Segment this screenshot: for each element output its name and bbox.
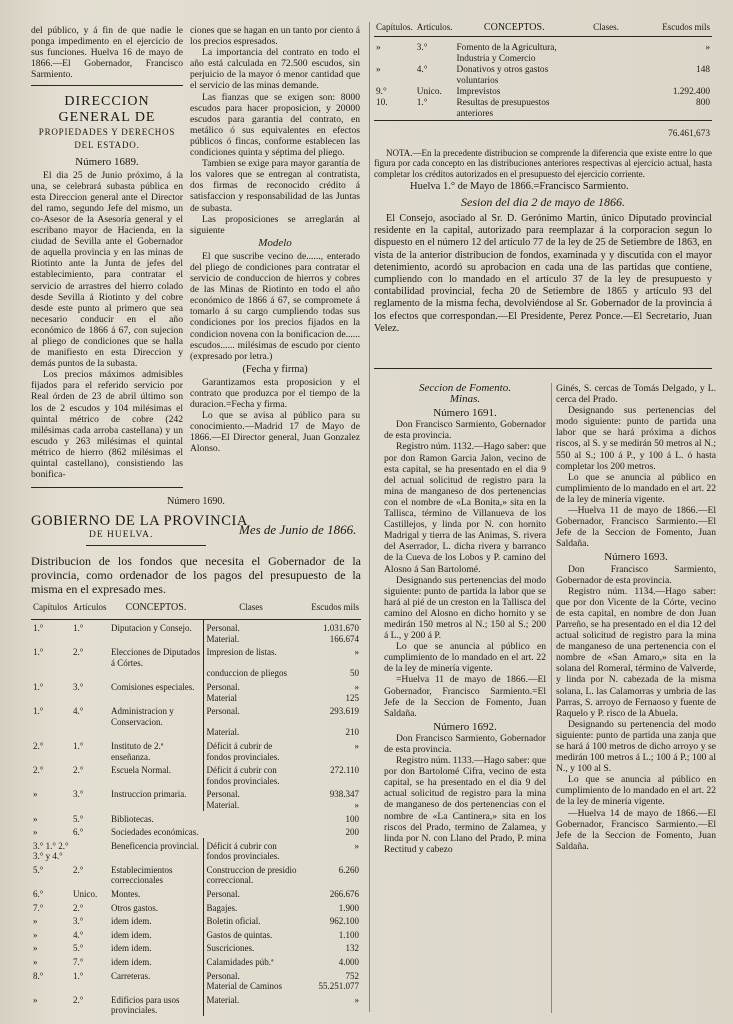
cell: 2.°: [73, 765, 84, 776]
cell: »: [354, 994, 359, 1005]
paragraph: Don Francisco Sarmiento, Gobernador de esta provincia.: [556, 563, 716, 586]
council-paragraph: El Consejo, asociado al Sr. D. Gerónimo Martin, único Diputado provincial residente en la capital, autorizado para reemplazar á la corporacion segun lo dispuesto en el número 12 del artículo 77 de la ley de 25 de Setiembre de 1863, en vista de la anterior distribucion de fondos, examinada y y discutida con el mayor detenimiento, acordó su aprobacion en cada una de las partidas que contiene, cumpliendo con lo mandado en el artículo 37 de la ley de presupuesto y contabilidad provincial, fecha 20 de Setiembre de 1865 y artículo 93 del reglamento de la misma fecha, devolviéndose al Sr. Gobernador de la provincia á los efectos que correspondan.—El Presidente, Perez Ponce.—El Secretario, Juan Velez.: [374, 213, 712, 334]
cell: »: [33, 929, 38, 940]
cell: Personal.: [203, 786, 299, 800]
paragraph: Don Francisco Sarmiento, Gobernador de esta provincia.: [384, 419, 546, 442]
budget-subtitle: DE HUELVA.: [89, 530, 154, 540]
paragraph: Las fianzas que se exigen son: 8000 escudos para hacer proposicion, y 20000 escudos para garantia del contrato, en metálico ó sus equivalentes en efectos públicos ó fincas, conforme establecen las condiciones quinta y séptima del pliego.: [190, 91, 360, 159]
cell: Material.: [203, 800, 299, 811]
cell: 2.°: [73, 864, 84, 875]
section-subheading-2: DEL ESTADO.: [74, 140, 140, 151]
cell: Comisiones especiales.: [111, 681, 195, 692]
cell: 1.100: [338, 929, 359, 940]
cell: 2.°: [33, 765, 44, 776]
cell: 293.619: [329, 706, 359, 717]
cell: »: [33, 957, 38, 968]
table-row: [31, 811, 361, 825]
table-row: [31, 838, 361, 862]
col-header: Artículos.: [415, 22, 455, 37]
table-row: [31, 862, 361, 886]
table-row: [374, 120, 712, 140]
cell: Resultas de presupuestos anteriores: [456, 97, 550, 119]
paragraph: Garantizamos esta proposicion y el contrato que produzca por el tiempo de la duracion.=Fecha y firma.: [190, 376, 360, 411]
cell: Unico.: [416, 86, 442, 97]
cell: 800: [696, 97, 710, 108]
column-rule: [551, 383, 552, 1013]
cell: 1.°: [73, 623, 84, 633]
cell: 4.°: [416, 64, 428, 75]
cell: 2.°: [73, 994, 84, 1005]
cell: 5.°: [33, 864, 44, 875]
cell: Personal.: [203, 679, 299, 693]
paragraph: ciones que se hagan en un tanto por ciento á los precios espresados.: [190, 25, 360, 48]
budget-intro: Distribucion de los fondos que necesita el Gobernador de la provincia, como ordenador de los pagos del presupuesto de la misma en el expresado mes.: [31, 554, 361, 596]
column-1: [31, 25, 183, 480]
section-subheading: PROPIEDADES Y DERECHOS: [38, 127, 176, 138]
cell: 166.674: [329, 633, 359, 644]
col-header: Capítulos.: [374, 22, 415, 37]
col-header: Artículos: [71, 602, 109, 620]
cell: Edificios para usos provinciales.: [111, 994, 180, 1016]
paragraph: Los precios máximos admisibles fijados para el referido servicio por Real órden de 23 de abril último son los de 2 escudos y 104 milésimas el quintal métrico de cobre (242 milésimas cada arroba castellana) y un escudo y 263 milésimas el quintal métrico de hierro (862 milésimas el quintal castellano), consistiendo las bonifica-: [31, 369, 183, 481]
paragraph: Registro núm. 1134.—Hago saber: que por don Vicente de la Córte, vecino de esta capital, en nombre de don Juan Parreño, se ha presentado en el dia 12 del actual solicitud de registro para la mina de manganeso de una pertenencia con el nombre de «San Amaro,» sita en la solana del Romeral, término de Valverde, y linda por N. cabezada de la misma solana, L. las Calamorras y umbria de las Parras, S. arroyo de Fernaoso y fuente de Raquelo y P. risco de la Abuela.: [556, 585, 716, 719]
note: NOTA.—En la precedente distribucion se comprende la diferencia que existe entre lo que figura por cada concepto en las distribuciones anteriores respectivas al ejercicio actual, hasta completar los créditos autorizados en el presupuesto del ejercicio corriente.: [374, 147, 712, 179]
cell: Diputacion y Consejo.: [111, 623, 192, 633]
cell: [71, 634, 109, 645]
notice-number: Número 1693.: [604, 551, 668, 564]
cell: Montes.: [111, 889, 141, 900]
cell: 50: [350, 668, 359, 679]
cell: Otros gastos.: [111, 902, 158, 913]
cell: 200: [345, 827, 359, 838]
cell: Impresion de listas.: [203, 644, 299, 668]
cell: 4.°: [73, 929, 84, 940]
cell: 6.°: [73, 827, 84, 838]
table-row: [31, 968, 361, 982]
cell: [31, 981, 71, 992]
col-header: CONCEPTOS.: [109, 602, 203, 620]
cell: Carreteras.: [111, 970, 151, 981]
cell: 2.°: [73, 902, 84, 913]
table-row: [31, 927, 361, 941]
table-row: [374, 87, 712, 98]
cell: 1.°: [33, 623, 44, 633]
provincial-budget: [31, 496, 361, 1016]
section-title: Seccion de Fomento.: [419, 382, 511, 394]
cell: [574, 98, 638, 121]
cell: [109, 693, 203, 704]
cell: [203, 811, 299, 825]
cell: 3.° 1.° 2.° 3.° y 4.°: [33, 840, 69, 862]
cell: [574, 87, 638, 98]
table-row: [31, 762, 361, 786]
cell: 272.110: [330, 765, 359, 776]
continued-notice: del público, y á fin de que nadie le ponga impedimento en el ejercicio de sus funciones. Huelva 16 de mayo de 1866.—El Gobernador, Francisco Sarmiento.: [31, 25, 183, 81]
cell: [71, 727, 109, 738]
cell: 4.000: [338, 957, 359, 968]
paragraph: Lo que se anuncia al público en cumplimiento de lo mandado en el art. 22 de la ley de minería vigente.: [556, 471, 716, 505]
cell: [71, 668, 109, 679]
cell: Establecimientos correccionales: [111, 864, 173, 886]
total-value: 76.461,673: [638, 120, 712, 140]
cell: [574, 43, 638, 65]
cell: 1.292.400: [672, 86, 710, 97]
cell: Personal.: [203, 968, 299, 982]
cell: »: [354, 840, 359, 851]
cell: Personal.: [203, 703, 299, 727]
cell: 7.°: [33, 902, 44, 913]
cell: 1.°: [73, 740, 84, 751]
table-row: [31, 900, 361, 914]
cell: 2.°: [33, 740, 44, 751]
cell: 125: [345, 692, 359, 703]
cell: »: [33, 916, 38, 927]
table-row: [31, 800, 361, 811]
cell: »: [705, 42, 710, 53]
column-4: [556, 383, 716, 852]
cell: 10.: [376, 97, 388, 108]
cell: 1.°: [33, 706, 44, 717]
paragraph: Lo que se avisa al público para su conocimiento.—Madrid 17 de Mayo de 1866.—El Director general, Juan Gonzalez Alonso.: [190, 410, 360, 455]
cell: Material.: [203, 634, 299, 645]
paragraph: Las proposiciones se arreglarán al siguiente: [190, 213, 360, 236]
cell: [574, 65, 638, 87]
cell: Calamidades púb.ª: [203, 954, 299, 968]
col-header: CONCEPTOS.: [455, 22, 574, 37]
table-row: [374, 98, 712, 121]
cell: [109, 981, 203, 992]
cell: Personal.: [203, 620, 299, 634]
table-row: [31, 693, 361, 704]
cell: Déficit á cubrir de fondos provinciales.: [203, 738, 299, 762]
cell: [71, 693, 109, 704]
paragraph: Lo que se anuncia al público en cumplimiento de lo mandado en el art. 22 de la ley de minería vigente.: [384, 641, 546, 675]
table-row: [31, 679, 361, 693]
cell: »: [33, 994, 38, 1005]
table-row: [374, 65, 712, 87]
paragraph: =Huelva 11 de mayo de 1866.—El Gobernador, Francisco Sarmiento.=El Jefe de la Seccion de Fomento, Juan Saldaña.: [384, 674, 546, 719]
column-rule: [369, 22, 370, 1012]
cell: Material.: [203, 727, 299, 738]
table-row: [31, 668, 361, 679]
cell: Instituto de 2.ª enseñanza.: [111, 740, 164, 762]
paragraph: La importancia del contrato en todo el año está calculada en 72.500 escudos, sin perjuicio de la mayor ó menor cantidad que el servicio de las minas demande.: [190, 47, 360, 92]
session-title: Sesion del dia 2 de mayo de 1866.: [461, 195, 625, 209]
cell: »: [33, 827, 38, 838]
cell: »: [354, 647, 359, 658]
cell: [109, 634, 203, 645]
cell: Fomento de la Agricultura, Industria y Comercio: [456, 42, 557, 64]
cell: 752: [345, 970, 359, 981]
cell: [31, 693, 71, 704]
cell: 148: [696, 64, 710, 75]
paragraph: Designando su pertenencia del modo siguiente: punto de partida una zanja que se hará á 100 metros de dicho arroyo y se medirán 100 metros á L.; 100 á P.; 100 al N., y 100 al S.: [556, 718, 716, 775]
budget-title: GOBIERNO DE LA PROVINCIA: [31, 513, 248, 529]
table-row: [31, 886, 361, 900]
paragraph: Tambien se exige para mayor garantía de los valores que se entregan al contratista, dos firmas de reconocido crédito á satisfaccion y responsabilidad de las Juntas de subasta.: [190, 158, 360, 214]
paragraph: Ginés, S. cercas de Tomás Delgado, y L. cerca del Prado.: [556, 383, 716, 406]
paragraph: Registro núm. 1132.—Hago saber: que por don Ramon Garcia Jalon, vecino de esta capital, se ha presentado en el dia 9 del actual solicitud de registro para la mina de manganeso de dos pertenencias con el nombre de «La Bonita,» sita en la Tallisca, término de Villanueva de los Castillejos, y linda por N. con hornito Madrigal y tierra de las Animas, S. rivera del Aserrador, L. dicha rivera y barranco de la Cueva de los Lobos y P. camino del Alosno á San Bartolomé.: [384, 441, 546, 575]
table-row: [31, 620, 361, 634]
col-header: Clases.: [574, 22, 638, 37]
cell: 7.°: [73, 957, 84, 968]
cell: 1.°: [33, 647, 44, 658]
table-row: [31, 703, 361, 727]
budget-table-continued: [374, 22, 712, 140]
cell: 6.260: [338, 864, 359, 875]
cell: »: [33, 813, 38, 824]
cell: »: [376, 42, 381, 53]
cell: Bagajes.: [203, 900, 299, 914]
cell: Sociedades económicas.: [111, 827, 199, 838]
cell: Instruccion primaria.: [111, 789, 187, 800]
cell: Administracion y Conservacion.: [111, 706, 174, 727]
cell: [109, 668, 203, 679]
cell: [203, 824, 299, 838]
col-header: Clases: [203, 602, 299, 620]
cell: idem idem.: [111, 916, 152, 927]
cell: 6.°: [33, 889, 44, 900]
table-row: [31, 644, 361, 668]
cell: 3.°: [73, 916, 84, 927]
divider: [31, 487, 183, 488]
cell: Beneficencia provincial.: [111, 840, 199, 851]
paragraph: Designando sus pertenencias del modo siguiente: punto de partida una labor que se hará próxima a dichos riscos, al S. y se medirán 50 metros al N.; 550 al S.; 100 á P., y 100 á L. ó hasta completar los 200 metros.: [556, 405, 716, 472]
cell: [31, 634, 71, 645]
section-subtitle: Minas.: [449, 393, 481, 406]
cell: Déficit á cubrir con fondos provinciales.: [203, 838, 299, 862]
cell: Donativos y otros gastos voluntarios: [456, 64, 549, 86]
budget-table: [31, 602, 361, 1016]
cell: Material de Caminos: [203, 981, 299, 992]
paragraph: Lo que se anuncia al público en cumplimiento de lo mandado en el art. 22 de la ley de minería vigente.: [556, 774, 716, 808]
budget-continuation: [374, 22, 712, 335]
cell: »: [33, 789, 38, 800]
col-header: Capítulos: [31, 602, 71, 620]
cell: 4.°: [73, 706, 84, 717]
cell: idem idem.: [111, 943, 152, 954]
divider: [374, 368, 712, 369]
cell: Suscriciones.: [203, 940, 299, 954]
cell: 266.676: [329, 889, 359, 900]
notice-number: Número 1692.: [433, 720, 497, 733]
paragraph: Designando sus pertenencias del modo siguiente: punto de partida la labor que se hará al pié de un creston en la Tallisca del camino del Alosno en dicho hornito y se medirán 150 metros al N.; 150 al S.; 200 á L., y 200 á P.: [384, 574, 546, 642]
cell: 3.°: [416, 42, 428, 53]
notice-number: Número 1689.: [75, 156, 139, 169]
cell: [31, 727, 71, 738]
signature-line: (Fecha y firma): [242, 363, 308, 375]
table-row: [31, 786, 361, 800]
column-3: [384, 383, 546, 855]
cell: [31, 800, 71, 811]
table-row: [31, 727, 361, 738]
cell: Déficit á cubrir con fondos provinciales.: [203, 762, 299, 786]
date-line: Huelva 1.° de Mayo de 1866.=Francisco Sarmiento.: [410, 181, 629, 192]
cell: Boletin oficial.: [203, 913, 299, 927]
cell: [31, 668, 71, 679]
cell: »: [33, 943, 38, 954]
paragraph: —Huelva 14 de mayo de 1866.—El Gobernador, Francisco Sarmiento.—El Jefe de la Seccion de Fomento, Juan Saldaña.: [556, 807, 716, 852]
divider: [31, 85, 183, 86]
col-header: Escudos mils: [299, 602, 361, 620]
paragraph: —Huelva 11 de mayo de 1866.—El Gobernador, Francisco Sarmiento.—El Jefe de la Seccion de Fomento, Juan Saldaña.: [556, 505, 716, 550]
paragraph: Registro núm. 1133.—Hago saber: que por don Bartolomé Cifra, vecino de esta capital, se ha presentado en el dia 9 del actual solicitud de registro para la mina de manganeso de dos pertenencias con el nombre de «La Cantinera,» sita en los riscos del Prado, termino de Zalamea, y linda por N. con Llano del Prado, P. mina Rectitud y cabezo: [384, 755, 546, 855]
paragraph: El dia 25 de Junio próximo, á la una, se celebrará subasta pública en esta Direccion general ante el Director del ramo, segundo Jefe del mismo, un co-Asesor de la Asesoría general y el escribano mayor de Hacienda, en la ciudad de Sevilla ante el Gobernador de aquella provincia y en las minas de Riotinto ante la Junta de jefes del establecimiento, para contratar el servicio de arrastres del hierro colado desde Sevilla á Riotinto y del cobre desde este punto al primero que sea necesario conducir en el año económico de 1866 á 67, con sujecion al pliego de condiciones que se halla de manifiesto en esta Direccion y demás puntos de la subasta.: [31, 169, 183, 370]
paragraph: Don Francisco Sarmiento, Gobernador de esta provincia.: [384, 732, 546, 755]
month-title: Mes de Junio de 1866.: [239, 522, 357, 537]
cell: 1.°: [73, 970, 84, 981]
cell: 938.347: [329, 789, 359, 800]
cell: 55.251.077: [318, 981, 359, 992]
cell: idem idem.: [111, 957, 152, 968]
cell: [109, 800, 203, 811]
notice-number: Número 1691.: [433, 407, 497, 420]
cell: Escuela Normal.: [111, 765, 171, 776]
cell: 210: [345, 727, 359, 738]
cell: 132: [345, 943, 359, 954]
cell: Unico.: [73, 889, 98, 900]
cell: Personal.: [203, 886, 299, 900]
cell: [71, 838, 109, 862]
cell: 1.900: [338, 902, 359, 913]
cell: 9.°: [376, 86, 387, 97]
cell: »: [376, 64, 381, 75]
table-row: [31, 981, 361, 992]
cell: 100: [345, 813, 359, 824]
cell: 8.°: [33, 970, 44, 981]
table-row: [31, 992, 361, 1016]
cell: 3.°: [73, 789, 84, 800]
table-row: [31, 824, 361, 838]
cell: conduccion de pliegos: [203, 668, 299, 679]
cell: 962.100: [329, 916, 359, 927]
table-row: [31, 940, 361, 954]
table-row: [374, 43, 712, 65]
cell: [109, 727, 203, 738]
cell: idem idem.: [111, 929, 152, 940]
section-heading: DIRECCION GENERAL DE: [58, 94, 156, 126]
cell: 1.°: [33, 681, 44, 692]
cell: Bibliotecas.: [111, 813, 154, 824]
cell: 5.°: [73, 813, 84, 824]
model-heading: Modelo: [258, 236, 292, 249]
table-row: [31, 913, 361, 927]
cell: [71, 800, 109, 811]
cell: 5.°: [73, 943, 84, 954]
cell: 1.°: [416, 97, 428, 108]
cell: »: [354, 740, 359, 751]
table-row: [31, 634, 361, 645]
table-row: [31, 954, 361, 968]
cell: Imprevistos: [456, 86, 501, 97]
cell: 2.°: [73, 647, 84, 658]
cell: [71, 981, 109, 992]
cell: »: [354, 799, 359, 810]
column-2: [190, 25, 360, 455]
cell: Material: [203, 693, 299, 704]
cell: 1.031.670: [323, 623, 359, 633]
cell: Elecciones de Diputados á Córtes.: [111, 647, 200, 668]
cell: »: [354, 681, 359, 692]
cell: Gastos de quintas.: [203, 927, 299, 941]
cell: Construccion de presidio correccional.: [203, 862, 299, 886]
notice-number: Número 1690.: [167, 496, 225, 507]
table-row: [31, 738, 361, 762]
col-header: Escudos mils: [638, 22, 712, 37]
cell: 3.°: [73, 681, 84, 692]
paragraph: El que suscribe vecino de......, enterado del pliego de condiciones para contratar el servicio de conduccion de hierros y cobres de las Minas de Riotinto en todo el año económico de 1866 á 67, se compromete á tomarlo á su cargo cumpliendo todas sus condiciones por los precios fijados en la condicion novena con la bonificacion de...... escudos...... milésimas de escudo por ciento (expresado por letra.): [190, 250, 360, 362]
cell: Material.: [203, 992, 299, 1016]
